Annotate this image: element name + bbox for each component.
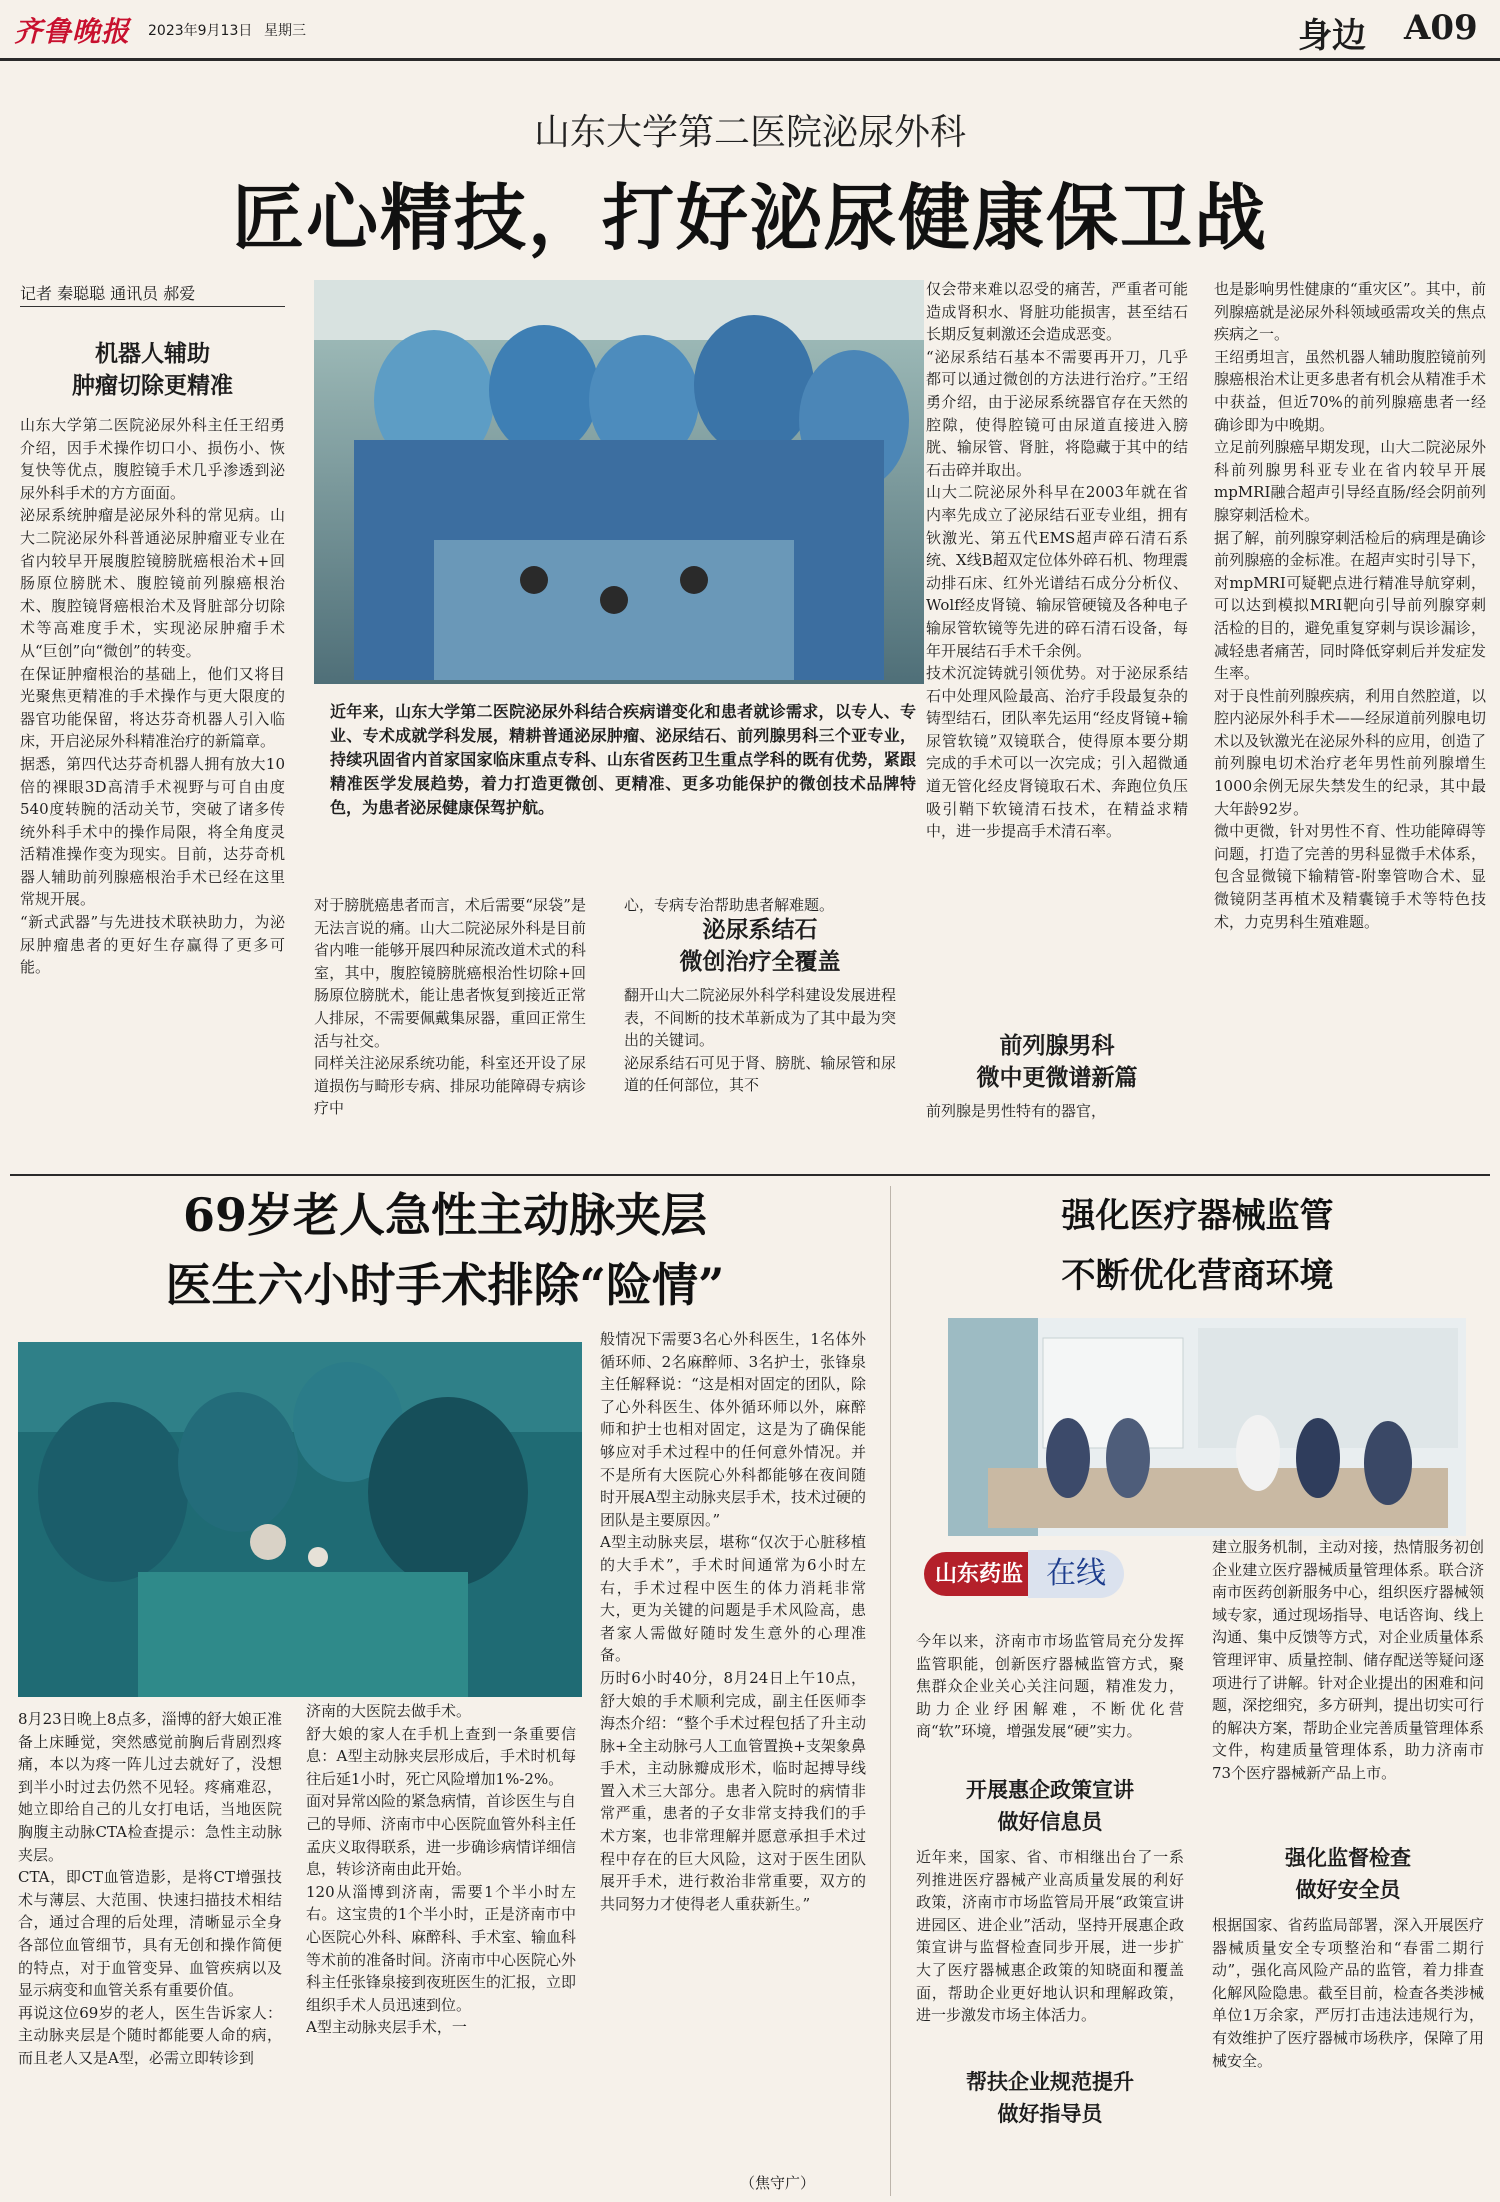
shandong-fda-logo [924, 1546, 1134, 1602]
meeting-photo [948, 1318, 1466, 1536]
article1-headline: 匠心精技，打好泌尿健康保卫战 [231, 175, 1268, 260]
article3-col1b: 近年来，国家、省、市相继出台了一系列推进医疗器械产业高质量发展的利好政策，济南市市场监管局开展“政策宣讲进园区、进企业”活动，坚持开展惠企政策宣讲与监督检查同步开展，进一步扩大了医疗器械惠企政策的知晓面和覆盖面，帮助企业更好地认识和理解政策，进一步激发市场主体活力。 [916, 1848, 1184, 2025]
article3-col1: 今年以来，济南市市场监管局充分发挥监管职能，创新医疗器械监管方式，聚焦群众企业关心关注问题，精准发力，助力企业纾困解难，不断优化营商“软”环境，增强发展“硬”实力。 [916, 1632, 1184, 1741]
column-divider [890, 1186, 891, 2196]
article1-col2: 对于膀胱癌患者而言，术后需要“尿袋”是无法言说的痛。山大二院泌尿外科是目前省内唯一能够开展四种尿流改道术式的科室，其中，腹腔镜膀胱癌根治性切除+回肠原位膀胱术，能让患者恢复到接近正常人排尿，不需要佩戴集尿器，重回正常生活与社交。 同样关注泌尿系统功能，科室还开设了尿道损伤与畸形专病、排尿功能障碍专病诊疗中 [314, 896, 586, 1118]
article1-subhead-stone: 泌尿系结石 微创治疗全覆盖 [679, 917, 841, 975]
article1-subhead-robot: 机器人辅助 肿瘤切除更精准 [72, 341, 233, 399]
issue-weekday: 星期三 [264, 23, 306, 39]
article1-col3b: 翻开山大二院泌尿外科学科建设发展进程表，不间断的技术革新成为了其中最为突出的关键词。 泌尿系结石可见于肾、膀胱、输尿管和尿道的任何部位，其不 [624, 986, 896, 1095]
article3-headline: 强化医疗器械监管 不断优化营商环境 [1061, 1196, 1334, 1296]
masthead [0, 0, 1500, 56]
article3-subhead-guidance: 帮扶企业规范提升 做好指导员 [966, 2070, 1134, 2126]
article2-col1: 8月23日晚上8点多，淄博的舒大娘正准备上床睡觉，突然感觉前胸后背剧烈疼痛，本以为疼一阵儿过去就好了，没想到半小时过去仍然不见轻。疼痛难忍，她立即给自己的儿女打电话，当地医院胸腹主动脉CTA检查提示：急性主动脉夹层。 CTA，即CT血管造影，是将CT增强技术与薄层、大范围、快速扫描技术相结合，通过合理的后处理，清晰显示全身各部位血管细节，具有无创和操作简便的特点，对于血管变异、血管疾病以及显示病变和血管关系有重要价值。 再说这位69岁的老人，医生告诉家人：主动脉夹层是个随时都能要人命的病，而且老人又是A型，必需立即转诊到 [18, 1710, 282, 2067]
surgery-photo-caption: 近年来，山东大学第二医院泌尿外科结合疾病谱变化和患者就诊需求，以专人、专业、专术成就学科发展，精耕普通泌尿肿瘤、泌尿结石、前列腺男科三个亚专业，持续巩固省内首家国家临床重点专科、山东省医药卫生重点学科的既有优势，紧跟精准医学发展趋势，着力打造更微创、更精准、更多功能保护的微创技术品牌特色，为患者泌尿健康保驾护航。 [330, 702, 916, 817]
article3-col2: 建立服务机制，主动对接，热情服务初创企业建立医疗器械质量管理体系。联合济南市医药创新服务中心，组织医疗器械领域专家，通过现场指导、电话咨询、线上沟通、集中反馈等方式，对企业质量体系管理评审、质量控制、储存配送等疑问逐项进行了讲解。针对企业提出的困难和问题，深挖细究，多方研判，提出切实可行的解决方案，帮助企业完善质量管理体系文件，构建质量管理体系，助力济南市73个医疗器械新产品上市。 [1212, 1538, 1484, 1782]
masthead-rule [0, 58, 1500, 61]
article1-subhead-prostate: 前列腺男科 微中更微谱新篇 [976, 1033, 1138, 1091]
logo-text-b: 在线 [1028, 1550, 1124, 1598]
article2-headline: 69岁老人急性主动脉夹层 医生六小时手术排除“险情” [165, 1188, 725, 1312]
surgery-photo [314, 280, 924, 684]
article1-kicker: 山东大学第二医院泌尿外科 [533, 112, 966, 153]
paper-logo: 齐鲁晚报 [14, 15, 131, 48]
article3-subhead-inspection: 强化监督检查 做好安全员 [1285, 1846, 1411, 1902]
article2-col3: 般情况下需要3名心外科医生，1名体外循环师、2名麻醉师、3名护士，张锋泉主任解释说：“这是相对固定的团队，除了心外科医生、体外循环师以外，麻醉师和护士也相对固定，这是为了确保能够应对手术过程中的任何意外情况。并不是所有大医院心外科都能够在夜间随时开展A型主动脉夹层手术，技术过硬的团队是主要原因。” A型主动脉夹层，堪称“仅次于心脏移植的大手术”，手术时间通常为6小时左右，手术过程中医生的体力消耗非常大，更为关键的问题是手术风险高，患者家人需做好随时发生意外的心理准备。 历时6小时40分，8月24日上午10点，舒大娘的手术顺利完成，副主任医师李海杰介绍：“整个手术过程包括了升主动脉+全主动脉弓人工血管置换+支架象鼻手术，主动脉瓣成形术，临时起搏导线置入术三大部分。患者入院时的病情非常严重，患者的子女非常支持我们的手术方案，也非常理解并愿意承担手术过程中存在的巨大风险，这对于医生团队展开手术，进行救治非常重要，双方的共同努力才使得老人重获新生。” [600, 1330, 866, 1913]
article2-col2: 济南的大医院去做手术。 舒大娘的家人在手机上查到一条重要信息：A型主动脉夹层形成后，手术时机每往后延1小时，死亡风险增加1%-2%。 面对异常凶险的紧急病情，首诊医生与自己的导师、济南市中心医院血管外科主任孟庆义取得联系，进一步确诊病情详细信息，转诊济南由此开始。 120从淄博到济南，需要1个半小时左右。这宝贵的1个半小时，正是济南市中心医院心外科、麻醉科、手术室、输血科等术前的准备时间。济南市中心医院心外科主任张锋泉接到夜班医生的汇报，立即组织手术人员迅速到位。 A型主动脉夹层手术，一 [306, 1702, 576, 2037]
section-name: 身边 [1298, 16, 1366, 56]
article1-col5: 也是影响男性健康的“重灾区”。其中，前列腺癌就是泌尿外科领域亟需攻关的焦点疾病之一。 王绍勇坦言，虽然机器人辅助腹腔镜前列腺癌根治术让更多患者有机会从精准手术中获益，但近70%的前列腺癌患者一经确诊即为中晚期。 立足前列腺癌早期发现，山大二院泌尿外科前列腺男科亚专业在省内较早开展mpMRI融合超声引导经直肠/经会阴前列腺穿刺活检术。 据了解，前列腺穿刺活检后的病理是确诊前列腺癌的金标准。在超声实时引导下，对mpMRI可疑靶点进行精准导航穿刺，可以达到模拟MRI靶向引导前列腺穿刺活检的目的，避免重复穿刺与误诊漏诊，减轻患者痛苦，同时降低穿刺后并发症发生率。 对于良性前列腺疾病，利用自然腔道，以腔内泌尿外科手术——经尿道前列腺电切术以及钬激光在泌尿外科的应用，创造了前列腺电切术治疗老年男性前列腺增生1000余例无尿失禁发生的纪录，其中最大年龄92岁。 微中更微，针对男性不育、性功能障碍等问题，打造了完善的男科显微手术体系，包含显微镜下输精管-附睾管吻合术、显微镜阴茎再植术及精囊镜手术等特色技术，力克男科生殖难题。 [1214, 280, 1486, 931]
article3-subhead-policy: 开展惠企政策宣讲 做好信息员 [966, 1778, 1134, 1834]
article1-col3a: 心，专病专治帮助患者解难题。 [624, 896, 835, 914]
article1-bottom-rule [10, 1174, 1490, 1176]
article1-col1: 山东大学第二医院泌尿外科主任王绍勇介绍，因手术操作切口小、损伤小、恢复快等优点，腹腔镜手术几乎渗透到泌尿外科手术的方方面面。 泌尿系统肿瘤是泌尿外科的常见病。山大二院泌尿外科普通泌尿肿瘤亚专业在省内较早开展腹腔镜膀胱癌根治术+回肠原位膀胱术、腹腔镜前列腺癌根治术、腹腔镜肾癌根治术及肾脏部分切除术等高难度手术，实现泌尿肿瘤手术从“巨创”向“微创”的转变。 在保证肿瘤根治的基础上，他们又将目光聚焦更精准的手术操作与更大限度的器官功能保留，将达芬奇机器人引入临床，开启泌尿外科精准治疗的新篇章。 据悉，第四代达芬奇机器人拥有放大10倍的裸眼3D高清手术视野与可自由度540度转腕的活动关节，突破了诸多传统外科手术中的操作局限，将全角度灵活精准操作变为现实。目前，达芬奇机器人辅助前列腺癌根治手术已经在这里常规开展。 “新式武器”与先进技术联袂助力，为泌尿肿瘤患者的更好生存赢得了更多可能。 [20, 416, 285, 977]
page-number: A09 [1404, 8, 1478, 48]
article1-col4: 仅会带来难以忍受的痛苦，严重者可能造成肾积水、肾脏功能损害，甚至结石长期反复刺激还会造成恶变。 “泌尿系结石基本不需要再开刀，几乎都可以通过微创的方法进行治疗。”王绍勇介绍，由于泌尿系统器官存在天然的腔隙，使得腔镜可由尿道直接进入膀胱、输尿管、肾脏，将隐藏于其中的结石击碎并取出。 山大二院泌尿外科早在2003年就在省内率先成立了泌尿结石亚专业组，拥有钬激光、第五代EMS超声碎石清石系统、X线B超双定位体外碎石机、物理震动排石床、红外光谱结石成分分析仪、Wolf经皮肾镜、输尿管硬镜及各种电子输尿管软镜等先进的碎石清石设备，每年开展结石手术千余例。 技术沉淀铸就引领优势。对于泌尿系结石中处理风险最高、治疗手段最复杂的铸型结石，团队率先运用“经皮肾镜+输尿管软镜”双镜联合，使得原本要分期完成的手术可以一次完成；引入超微通道无管化经皮肾镜取石术、奔跑位负压吸引鞘下软镜清石技术，在精益求精中，进一步提高手术清石率。 [926, 280, 1188, 841]
logo-text-a: 山东药监 [924, 1552, 1034, 1596]
article1-byline: 记者 秦聪聪 通讯员 郝爱 [20, 281, 285, 307]
aorta-surgery-photo [18, 1342, 582, 1697]
article1-col4b: 前列腺是男性特有的器官， [926, 1102, 1107, 1120]
article3-col2b: 根据国家、省药监局部署，深入开展医疗器械质量安全专项整治和“春雷二期行动”，强化高风险产品的监管，着力排查化解风险隐患。截至目前，检查各类涉械单位1万余家，严厉打击违法违规行为，有效维护了医疗器械市场秩序，保障了用械安全。 [1212, 1916, 1484, 2070]
article2-author: （焦守广） [740, 2174, 816, 2192]
issue-date: 2023年9月13日 [148, 23, 253, 39]
